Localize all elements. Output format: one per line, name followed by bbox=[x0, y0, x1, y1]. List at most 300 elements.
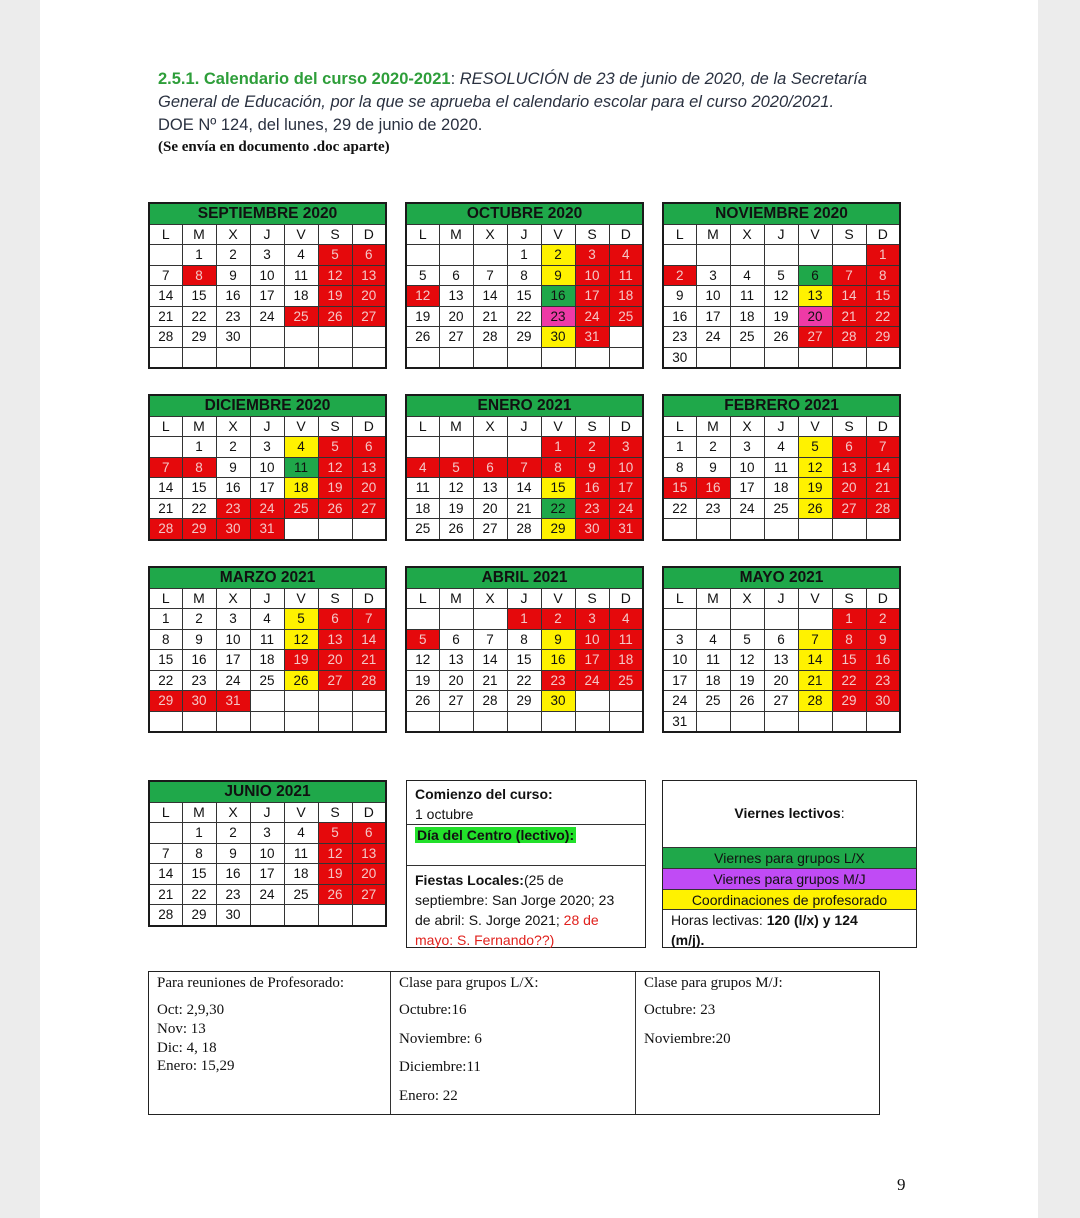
weekday-header: D bbox=[352, 224, 386, 245]
day-cell: 18 bbox=[250, 650, 284, 671]
day-cell: 25 bbox=[284, 884, 318, 905]
weekday-header: S bbox=[832, 588, 866, 609]
day-cell bbox=[318, 691, 352, 712]
day-cell: 20 bbox=[352, 864, 386, 885]
weekday-header: V bbox=[798, 224, 832, 245]
day-cell: 24 bbox=[250, 884, 284, 905]
day-cell bbox=[730, 245, 764, 266]
weekday-header: M bbox=[696, 416, 730, 437]
day-cell bbox=[284, 711, 318, 732]
day-cell: 2 bbox=[575, 437, 609, 458]
day-cell: 10 bbox=[730, 457, 764, 478]
weekday-header: J bbox=[250, 224, 284, 245]
month-title: FEBRERO 2021 bbox=[663, 395, 900, 416]
weekday-header: V bbox=[541, 588, 575, 609]
week-row bbox=[663, 498, 900, 519]
day-cell: 21 bbox=[473, 306, 507, 327]
day-cell: 24 bbox=[216, 670, 250, 691]
week-row bbox=[149, 823, 386, 844]
day-cell: 10 bbox=[250, 843, 284, 864]
day-cell: 19 bbox=[439, 498, 473, 519]
weekday-header: V bbox=[284, 802, 318, 823]
day-cell bbox=[216, 347, 250, 368]
weekday-header: D bbox=[352, 802, 386, 823]
centro-day-label: Día del Centro (lectivo): bbox=[417, 827, 575, 843]
day-cell: 11 bbox=[609, 265, 643, 286]
weekday-header: V bbox=[541, 416, 575, 437]
day-cell: 4 bbox=[764, 437, 798, 458]
day-cell: 4 bbox=[250, 609, 284, 630]
day-cell: 26 bbox=[318, 498, 352, 519]
day-cell: 23 bbox=[541, 306, 575, 327]
week-row bbox=[406, 457, 643, 478]
week-row bbox=[406, 437, 643, 458]
day-cell bbox=[764, 609, 798, 630]
day-cell: 8 bbox=[507, 629, 541, 650]
weekday-header: X bbox=[216, 588, 250, 609]
day-cell bbox=[798, 245, 832, 266]
weekday-header: D bbox=[609, 224, 643, 245]
day-cell: 22 bbox=[663, 498, 696, 519]
day-cell: 17 bbox=[575, 650, 609, 671]
day-cell: 11 bbox=[284, 843, 318, 864]
month-title: ABRIL 2021 bbox=[406, 567, 643, 588]
day-cell: 3 bbox=[250, 823, 284, 844]
day-cell: 17 bbox=[250, 864, 284, 885]
month-calendar bbox=[148, 566, 387, 733]
day-cell: 30 bbox=[663, 347, 696, 368]
day-cell bbox=[149, 823, 182, 844]
day-cell bbox=[352, 711, 386, 732]
week-row bbox=[149, 347, 386, 368]
day-cell bbox=[507, 347, 541, 368]
day-cell: 24 bbox=[730, 498, 764, 519]
day-cell: 6 bbox=[352, 245, 386, 266]
day-cell: 22 bbox=[182, 306, 216, 327]
day-cell: 8 bbox=[507, 265, 541, 286]
day-cell: 20 bbox=[318, 650, 352, 671]
day-cell bbox=[352, 327, 386, 348]
day-cell bbox=[541, 347, 575, 368]
weekday-header: D bbox=[866, 588, 900, 609]
day-cell: 20 bbox=[439, 670, 473, 691]
week-row bbox=[149, 670, 386, 691]
week-row bbox=[406, 286, 643, 307]
day-cell bbox=[798, 347, 832, 368]
day-cell: 8 bbox=[832, 629, 866, 650]
meetings-table bbox=[148, 971, 880, 1115]
day-cell: 26 bbox=[406, 691, 439, 712]
day-cell: 15 bbox=[541, 478, 575, 499]
day-cell: 10 bbox=[696, 286, 730, 307]
day-cell: 16 bbox=[541, 286, 575, 307]
weekday-header: V bbox=[798, 588, 832, 609]
day-cell: 9 bbox=[182, 629, 216, 650]
course-info-box bbox=[406, 780, 646, 948]
day-cell: 2 bbox=[541, 245, 575, 266]
day-cell bbox=[284, 347, 318, 368]
week-row bbox=[149, 245, 386, 266]
day-cell: 28 bbox=[149, 905, 182, 926]
day-cell bbox=[406, 437, 439, 458]
day-cell: 8 bbox=[182, 457, 216, 478]
day-cell: 5 bbox=[406, 265, 439, 286]
month-calendar bbox=[662, 394, 901, 541]
week-row bbox=[663, 629, 900, 650]
weekday-header: V bbox=[798, 416, 832, 437]
weekday-header: D bbox=[352, 416, 386, 437]
day-cell: 30 bbox=[541, 691, 575, 712]
day-cell: 1 bbox=[507, 245, 541, 266]
month-title: MARZO 2021 bbox=[149, 567, 386, 588]
weekday-header: S bbox=[318, 588, 352, 609]
day-cell: 16 bbox=[575, 478, 609, 499]
weekday-header: V bbox=[284, 224, 318, 245]
day-cell: 2 bbox=[216, 823, 250, 844]
section-title: 2.5.1. Calendario del curso 2020-2021 bbox=[158, 70, 451, 88]
day-cell bbox=[352, 519, 386, 540]
day-cell: 2 bbox=[663, 265, 696, 286]
weekday-header: L bbox=[663, 588, 696, 609]
week-row bbox=[663, 286, 900, 307]
day-cell: 24 bbox=[696, 327, 730, 348]
day-cell: 3 bbox=[250, 245, 284, 266]
day-cell: 23 bbox=[541, 670, 575, 691]
day-cell: 3 bbox=[216, 609, 250, 630]
week-row bbox=[406, 691, 643, 712]
day-cell: 26 bbox=[764, 327, 798, 348]
day-cell: 15 bbox=[507, 286, 541, 307]
week-row bbox=[406, 609, 643, 630]
day-cell: 5 bbox=[318, 823, 352, 844]
day-cell: 25 bbox=[609, 306, 643, 327]
weekday-header: J bbox=[507, 416, 541, 437]
day-cell: 12 bbox=[798, 457, 832, 478]
week-row bbox=[149, 864, 386, 885]
day-cell bbox=[250, 691, 284, 712]
day-cell bbox=[406, 347, 439, 368]
day-cell bbox=[696, 347, 730, 368]
day-cell: 6 bbox=[764, 629, 798, 650]
day-cell: 5 bbox=[439, 457, 473, 478]
day-cell: 18 bbox=[284, 478, 318, 499]
day-cell: 29 bbox=[507, 327, 541, 348]
month-title: OCTUBRE 2020 bbox=[406, 203, 643, 224]
day-cell: 19 bbox=[730, 670, 764, 691]
day-cell: 29 bbox=[182, 327, 216, 348]
day-cell: 30 bbox=[216, 905, 250, 926]
day-cell: 1 bbox=[182, 437, 216, 458]
day-cell: 23 bbox=[696, 498, 730, 519]
day-cell: 29 bbox=[182, 905, 216, 926]
day-cell: 5 bbox=[798, 437, 832, 458]
legend-mj: Viernes para grupos M/J bbox=[663, 868, 916, 889]
day-cell: 10 bbox=[250, 457, 284, 478]
doc-note: (Se envía en documento .doc aparte) bbox=[158, 139, 390, 155]
day-cell: 27 bbox=[352, 498, 386, 519]
day-cell bbox=[149, 437, 182, 458]
day-cell: 31 bbox=[575, 327, 609, 348]
week-row bbox=[406, 711, 643, 732]
day-cell: 3 bbox=[575, 245, 609, 266]
day-cell bbox=[798, 711, 832, 732]
day-cell: 23 bbox=[866, 670, 900, 691]
day-cell: 18 bbox=[696, 670, 730, 691]
day-cell: 18 bbox=[284, 286, 318, 307]
day-cell bbox=[730, 519, 764, 540]
week-row bbox=[149, 437, 386, 458]
day-cell bbox=[149, 245, 182, 266]
day-cell: 3 bbox=[730, 437, 764, 458]
day-cell: 17 bbox=[250, 478, 284, 499]
weekday-header: X bbox=[216, 802, 250, 823]
week-row bbox=[149, 265, 386, 286]
day-cell: 11 bbox=[730, 286, 764, 307]
day-cell bbox=[473, 347, 507, 368]
day-cell bbox=[352, 905, 386, 926]
day-cell bbox=[182, 711, 216, 732]
week-row bbox=[149, 650, 386, 671]
day-cell: 6 bbox=[473, 457, 507, 478]
day-cell bbox=[250, 327, 284, 348]
day-cell: 21 bbox=[507, 498, 541, 519]
day-cell: 18 bbox=[406, 498, 439, 519]
day-cell: 15 bbox=[663, 478, 696, 499]
day-cell: 19 bbox=[318, 864, 352, 885]
day-cell: 25 bbox=[406, 519, 439, 540]
day-cell: 8 bbox=[866, 265, 900, 286]
day-cell: 23 bbox=[216, 306, 250, 327]
legend-coord: Coordinaciones de profesorado bbox=[663, 889, 916, 910]
week-row bbox=[406, 629, 643, 650]
month-calendar bbox=[148, 780, 387, 927]
day-cell: 13 bbox=[352, 457, 386, 478]
day-cell: 10 bbox=[663, 650, 696, 671]
day-cell: 24 bbox=[609, 498, 643, 519]
week-row bbox=[663, 306, 900, 327]
day-cell bbox=[250, 905, 284, 926]
day-cell: 26 bbox=[318, 884, 352, 905]
week-row bbox=[149, 519, 386, 540]
day-cell: 23 bbox=[663, 327, 696, 348]
day-cell: 25 bbox=[696, 691, 730, 712]
day-cell: 1 bbox=[663, 437, 696, 458]
weekday-header: J bbox=[250, 588, 284, 609]
day-cell: 15 bbox=[507, 650, 541, 671]
week-row bbox=[663, 711, 900, 732]
day-cell: 29 bbox=[149, 691, 182, 712]
day-cell: 19 bbox=[764, 306, 798, 327]
day-cell: 15 bbox=[866, 286, 900, 307]
weekday-header: L bbox=[406, 224, 439, 245]
day-cell: 26 bbox=[798, 498, 832, 519]
day-cell: 3 bbox=[663, 629, 696, 650]
month-calendar bbox=[405, 202, 644, 369]
day-cell: 31 bbox=[663, 711, 696, 732]
day-cell: 12 bbox=[284, 629, 318, 650]
day-cell: 29 bbox=[832, 691, 866, 712]
day-cell: 26 bbox=[284, 670, 318, 691]
day-cell: 21 bbox=[832, 306, 866, 327]
day-cell: 14 bbox=[473, 286, 507, 307]
day-cell: 3 bbox=[696, 265, 730, 286]
week-row bbox=[663, 245, 900, 266]
day-cell: 16 bbox=[866, 650, 900, 671]
day-cell bbox=[473, 711, 507, 732]
day-cell: 24 bbox=[575, 670, 609, 691]
day-cell: 5 bbox=[318, 245, 352, 266]
week-row bbox=[149, 884, 386, 905]
day-cell: 28 bbox=[866, 498, 900, 519]
day-cell: 14 bbox=[149, 478, 182, 499]
weekday-header: V bbox=[284, 588, 318, 609]
day-cell: 6 bbox=[352, 823, 386, 844]
week-row bbox=[149, 457, 386, 478]
day-cell bbox=[832, 711, 866, 732]
day-cell bbox=[866, 519, 900, 540]
day-cell bbox=[473, 245, 507, 266]
weekday-header: L bbox=[149, 588, 182, 609]
day-cell bbox=[406, 609, 439, 630]
day-cell: 25 bbox=[609, 670, 643, 691]
weekday-header: D bbox=[609, 416, 643, 437]
week-row bbox=[149, 843, 386, 864]
month-title: SEPTIEMBRE 2020 bbox=[149, 203, 386, 224]
day-cell bbox=[439, 437, 473, 458]
day-cell: 13 bbox=[439, 286, 473, 307]
month-calendar bbox=[405, 394, 644, 541]
legend-title: Viernes lectivos: bbox=[734, 805, 845, 821]
weekday-header: L bbox=[406, 588, 439, 609]
day-cell: 10 bbox=[250, 265, 284, 286]
week-row bbox=[406, 650, 643, 671]
day-cell: 6 bbox=[318, 609, 352, 630]
day-cell: 26 bbox=[406, 327, 439, 348]
weekday-header: S bbox=[832, 416, 866, 437]
day-cell: 18 bbox=[609, 286, 643, 307]
day-cell: 7 bbox=[473, 265, 507, 286]
day-cell: 24 bbox=[575, 306, 609, 327]
mj-classes-column: Clase para grupos M/J: Octubre: 23 Noviembre:20 bbox=[644, 975, 783, 1047]
day-cell: 19 bbox=[284, 650, 318, 671]
day-cell: 25 bbox=[250, 670, 284, 691]
day-cell: 1 bbox=[832, 609, 866, 630]
day-cell: 26 bbox=[439, 519, 473, 540]
week-row bbox=[406, 265, 643, 286]
day-cell bbox=[832, 245, 866, 266]
day-cell: 4 bbox=[284, 823, 318, 844]
day-cell: 7 bbox=[866, 437, 900, 458]
week-row bbox=[663, 478, 900, 499]
day-cell: 4 bbox=[730, 265, 764, 286]
day-cell bbox=[541, 711, 575, 732]
day-cell: 5 bbox=[406, 629, 439, 650]
day-cell: 9 bbox=[696, 457, 730, 478]
weekday-header: J bbox=[764, 416, 798, 437]
day-cell: 17 bbox=[250, 286, 284, 307]
day-cell: 30 bbox=[216, 519, 250, 540]
day-cell: 19 bbox=[406, 670, 439, 691]
day-cell: 4 bbox=[609, 245, 643, 266]
day-cell: 20 bbox=[764, 670, 798, 691]
day-cell: 20 bbox=[798, 306, 832, 327]
day-cell: 4 bbox=[696, 629, 730, 650]
day-cell: 25 bbox=[284, 306, 318, 327]
teacher-meetings-column: Para reuniones de Profesorado: Oct: 2,9,30 Nov: 13 Dic: 4, 18 Enero: 15,29 bbox=[149, 972, 391, 1114]
weekday-header: M bbox=[182, 588, 216, 609]
day-cell: 9 bbox=[541, 629, 575, 650]
day-cell: 12 bbox=[439, 478, 473, 499]
legend-lx: Viernes para grupos L/X bbox=[663, 847, 916, 868]
day-cell: 2 bbox=[216, 437, 250, 458]
month-calendar bbox=[148, 394, 387, 541]
weekday-header: M bbox=[182, 802, 216, 823]
day-cell: 4 bbox=[609, 609, 643, 630]
day-cell bbox=[439, 711, 473, 732]
day-cell: 13 bbox=[352, 265, 386, 286]
day-cell: 19 bbox=[318, 286, 352, 307]
day-cell: 29 bbox=[541, 519, 575, 540]
day-cell: 18 bbox=[284, 864, 318, 885]
week-row bbox=[149, 905, 386, 926]
week-row bbox=[406, 245, 643, 266]
day-cell: 30 bbox=[216, 327, 250, 348]
day-cell bbox=[609, 711, 643, 732]
weekday-header: J bbox=[764, 224, 798, 245]
weekday-header: X bbox=[730, 224, 764, 245]
day-cell bbox=[439, 347, 473, 368]
week-row bbox=[149, 629, 386, 650]
day-cell: 9 bbox=[216, 265, 250, 286]
day-cell: 7 bbox=[352, 609, 386, 630]
day-cell: 19 bbox=[798, 478, 832, 499]
day-cell: 8 bbox=[182, 265, 216, 286]
day-cell: 7 bbox=[832, 265, 866, 286]
day-cell: 28 bbox=[473, 691, 507, 712]
day-cell: 23 bbox=[182, 670, 216, 691]
day-cell: 27 bbox=[473, 519, 507, 540]
day-cell: 14 bbox=[798, 650, 832, 671]
day-cell: 21 bbox=[149, 306, 182, 327]
day-cell: 13 bbox=[764, 650, 798, 671]
day-cell: 12 bbox=[318, 843, 352, 864]
weekday-header: S bbox=[318, 416, 352, 437]
weekday-header: J bbox=[764, 588, 798, 609]
day-cell bbox=[352, 347, 386, 368]
week-row bbox=[406, 306, 643, 327]
day-cell: 4 bbox=[284, 437, 318, 458]
weekday-header: V bbox=[541, 224, 575, 245]
day-cell bbox=[764, 519, 798, 540]
day-cell: 7 bbox=[149, 457, 182, 478]
month-calendar bbox=[662, 566, 901, 733]
week-row bbox=[406, 347, 643, 368]
day-cell: 3 bbox=[575, 609, 609, 630]
day-cell: 28 bbox=[507, 519, 541, 540]
weekday-header: D bbox=[866, 224, 900, 245]
day-cell bbox=[406, 711, 439, 732]
day-cell bbox=[575, 347, 609, 368]
day-cell: 16 bbox=[216, 478, 250, 499]
day-cell bbox=[473, 609, 507, 630]
day-cell: 8 bbox=[182, 843, 216, 864]
weekday-header: J bbox=[507, 224, 541, 245]
day-cell: 13 bbox=[832, 457, 866, 478]
day-cell: 11 bbox=[250, 629, 284, 650]
day-cell: 12 bbox=[730, 650, 764, 671]
day-cell: 4 bbox=[406, 457, 439, 478]
weekday-header: D bbox=[609, 588, 643, 609]
